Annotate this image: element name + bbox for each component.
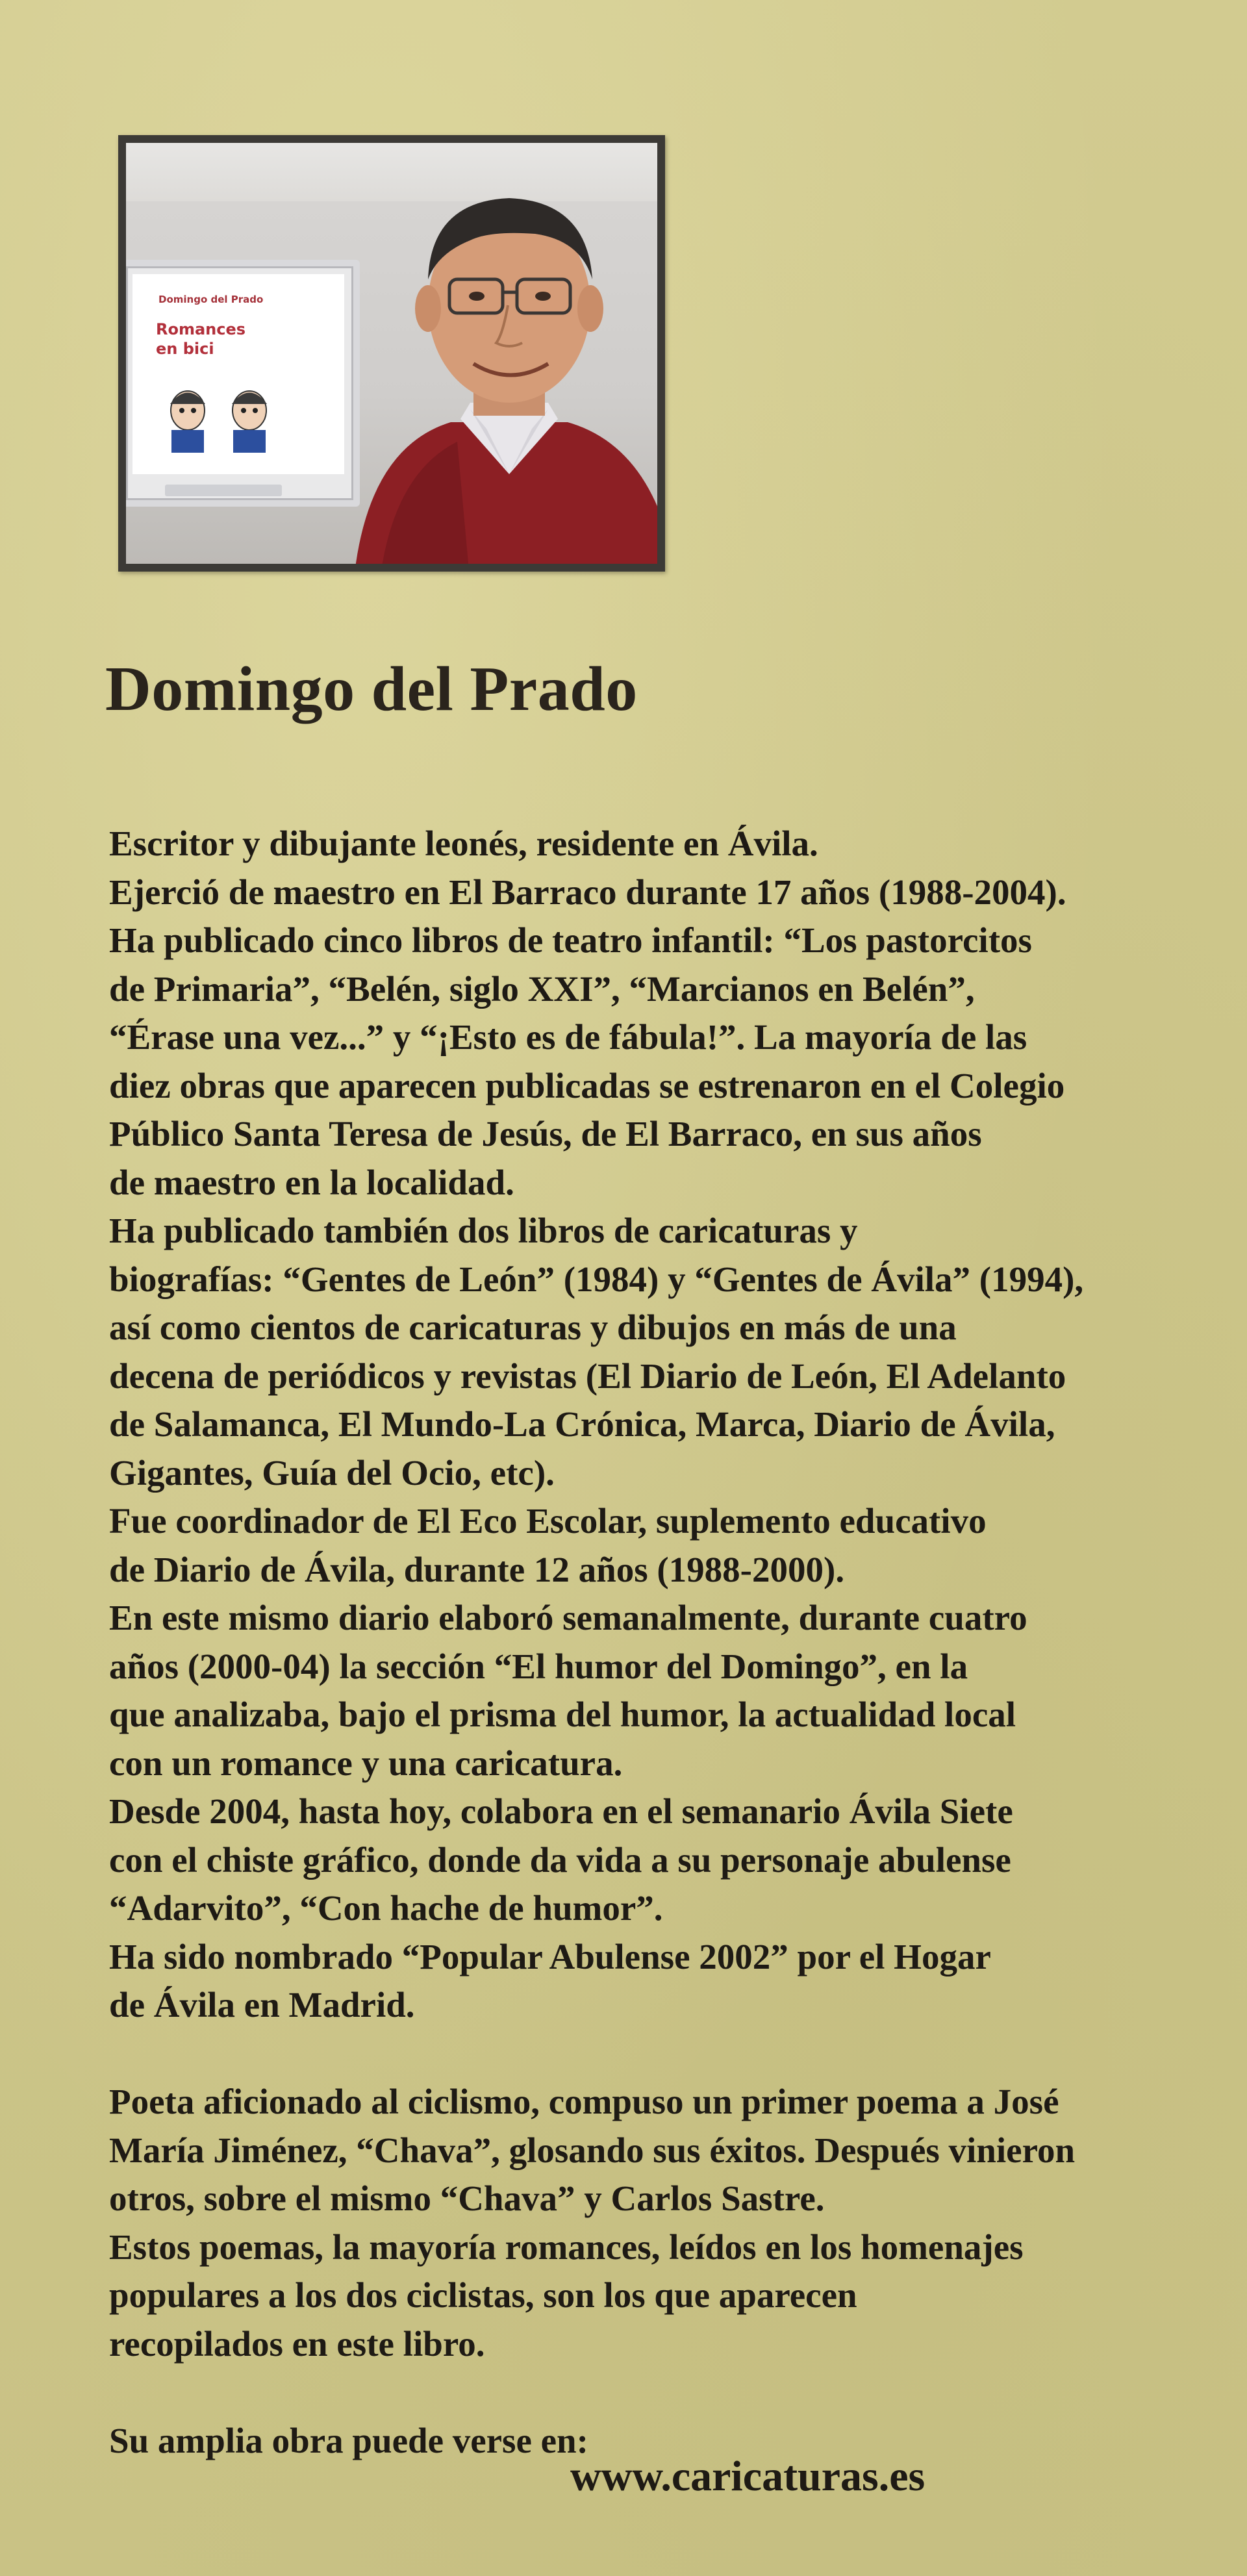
- biography-text: [109, 820, 1213, 2465]
- author-portrait-icon: [340, 169, 657, 564]
- bio-line: decena de periódicos y revistas (El Diario de León, El Adelanto: [109, 1356, 1066, 1396]
- monitor-base: [165, 485, 282, 496]
- author-photo: [118, 135, 665, 572]
- paragraph-spacer: [109, 2030, 1213, 2078]
- bio-line: biografías: “Gentes de León” (1984) y “Gentes de Ávila” (1994),: [109, 1259, 1084, 1299]
- bio-line: de Ávila en Madrid.: [109, 1985, 415, 2025]
- bio-line: de Diario de Ávila, durante 12 años (1988-2000).: [109, 1549, 845, 1589]
- bio-line: recopilados en este libro.: [109, 2323, 485, 2364]
- bio-line: Gigantes, Guía del Ocio, etc).: [109, 1452, 555, 1493]
- bio-line: “Adarvito”, “Con hache de humor”.: [109, 1888, 663, 1928]
- bio-line: Poeta aficionado al ciclismo, compuso un primer poema a José: [109, 2082, 1059, 2121]
- bio-line: con el chiste gráfico, donde da vida a su personaje abulense: [109, 1839, 1011, 1880]
- bio-line: Ejerció de maestro en El Barraco durante 17 años (1988-2004).: [109, 872, 1066, 912]
- bio-line: de Salamanca, El Mundo-La Crónica, Marca, Diario de Ávila,: [109, 1404, 1055, 1444]
- bio-line: Estos poemas, la mayoría romances, leídos en los homenajes: [109, 2227, 1024, 2267]
- website-url: www.caricaturas.es: [570, 2453, 926, 2500]
- cartoon-cyclists-icon: [152, 375, 295, 453]
- photo-scene: [126, 143, 657, 564]
- bio-line: Ha publicado cinco libros de teatro infantil: “Los pastorcitos: [109, 920, 1032, 960]
- bio-line: “Érase una vez...” y “¡Esto es de fábula!”. La mayoría de las: [109, 1017, 1027, 1057]
- author-name-heading: Domingo del Prado: [105, 654, 638, 724]
- bio-line: Su amplia obra puede verse en:: [109, 2420, 588, 2460]
- bio-line: Ha publicado también dos libros de caricaturas y: [109, 1211, 858, 1250]
- bio-line: que analizaba, bajo el prisma del humor, la actualidad local: [109, 1695, 1016, 1734]
- screen-book-author: Domingo del Prado: [158, 294, 264, 305]
- bio-line: María Jiménez, “Chava”, glosando sus éxitos. Después vinieron: [109, 2130, 1076, 2170]
- paragraph-spacer: [109, 2368, 1213, 2417]
- bio-line: con un romance y una caricatura.: [109, 1743, 623, 1783]
- monitor-screen: [132, 274, 344, 474]
- bio-line: años (2000-04) la sección “El humor del Domingo”, en la: [109, 1646, 968, 1686]
- bio-line: populares a los dos ciclistas, son los que aparecen: [109, 2275, 857, 2315]
- bio-line: así como cientos de caricaturas y dibujos en más de una: [109, 1307, 957, 1347]
- bio-line: diez obras que aparecen publicadas se estrenaron en el Colegio: [109, 1065, 1065, 1105]
- screen-book-title: Romances en bici: [156, 320, 246, 358]
- bio-line: Fue coordinador de El Eco Escolar, suplemento educativo: [109, 1501, 987, 1541]
- biography-paragraph-2: [109, 2078, 1213, 2368]
- bio-line: Escritor y dibujante leonés, residente en Ávila.: [109, 824, 818, 863]
- bio-line: En este mismo diario elaboró semanalmente, durante cuatro: [109, 1598, 1027, 1637]
- computer-monitor: [126, 260, 360, 507]
- biography-paragraph-1: [109, 820, 1213, 2030]
- bio-line: Público Santa Teresa de Jesús, de El Barraco, en sus años: [109, 1114, 982, 1154]
- bio-line: Ha sido nombrado “Popular Abulense 2002” por el Hogar: [109, 1936, 991, 1976]
- bio-line: de Primaria”, “Belén, siglo XXI”, “Marcianos en Belén”,: [109, 968, 975, 1009]
- bio-line: otros, sobre el mismo “Chava” y Carlos Sastre.: [109, 2178, 825, 2218]
- bio-line: Desde 2004, hasta hoy, colabora en el semanario Ávila Siete: [109, 1791, 1013, 1831]
- bio-line: de maestro en la localidad.: [109, 1162, 514, 1202]
